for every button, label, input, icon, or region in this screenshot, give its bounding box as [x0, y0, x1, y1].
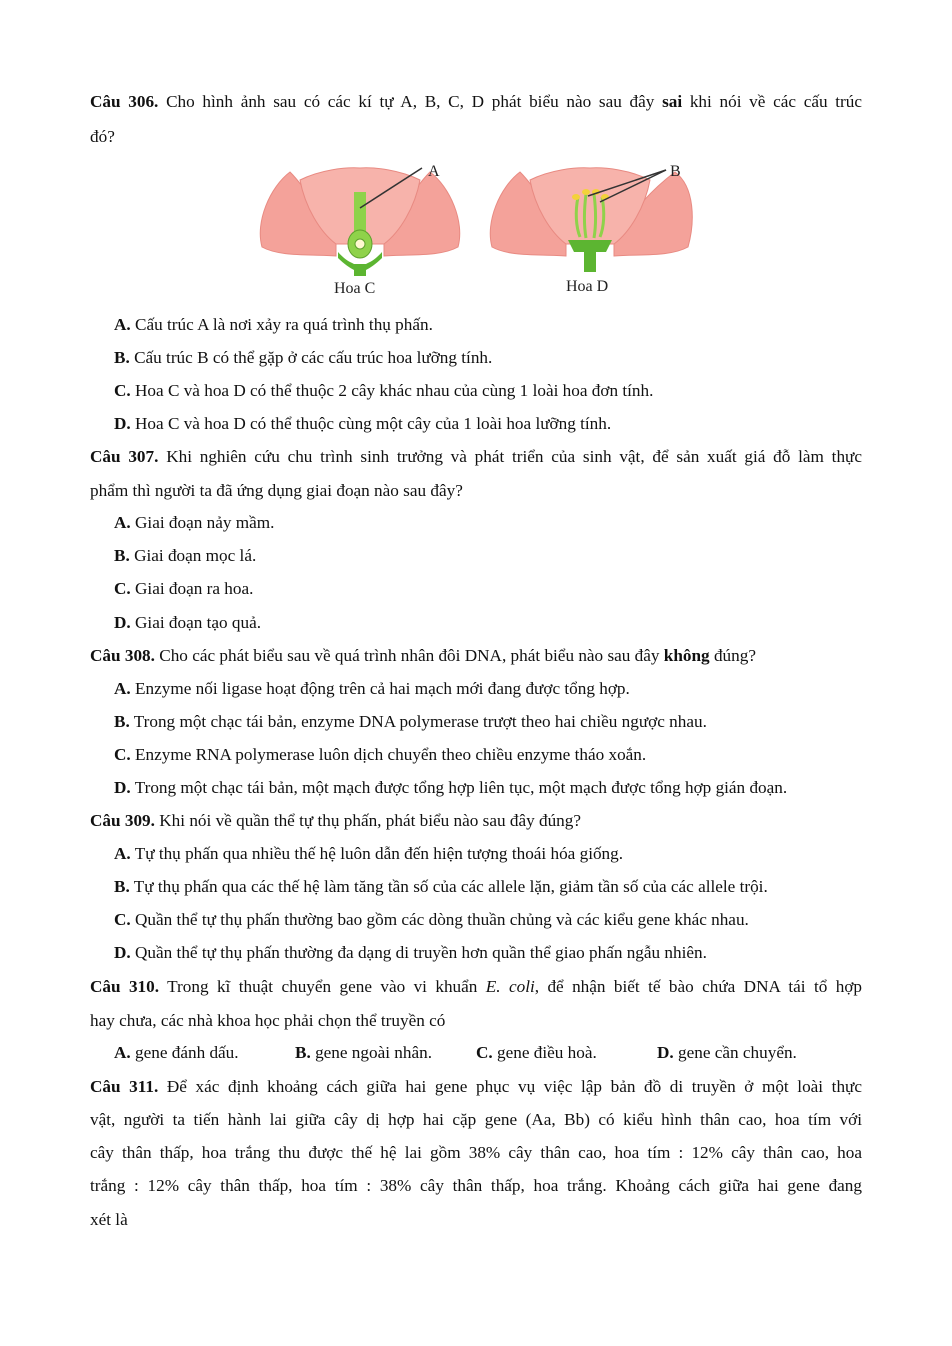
option-key: C.: [476, 1043, 493, 1062]
q306-option-b: [114, 347, 492, 369]
option-key: C.: [114, 381, 131, 400]
option-key: B.: [114, 712, 130, 731]
option-text: Tự thụ phấn qua nhiều thế hệ luôn dẫn đến hiện tượng thoái hóa giống.: [130, 844, 624, 863]
q311-line-1: [90, 1076, 862, 1098]
caption-hoa-c: Hoa C: [334, 280, 376, 297]
option-text: Tự thụ phấn qua các thế hệ làm tăng tần số của các allele lặn, giảm tần số của các allele trội.: [129, 877, 768, 896]
option-text: Enzyme RNA polymerase luôn dịch chuyển theo chiều enzyme tháo xoắn.: [130, 745, 647, 764]
option-text: Quần thể tự thụ phấn thường đa dạng di truyền hơn quần thể giao phấn ngẫu nhiên.: [130, 943, 707, 962]
option-key: C.: [114, 910, 131, 929]
caption-hoa-d: Hoa D: [566, 278, 609, 295]
q311-line-5: xét là: [90, 1210, 128, 1229]
option-key: A.: [114, 315, 131, 334]
q310-line-2: hay chưa, các nhà khoa học phải chọn thể truyền có: [90, 1011, 446, 1030]
q308-option-c: [114, 744, 646, 766]
option-key: D.: [657, 1043, 674, 1062]
q308-text-2: đúng?: [709, 646, 756, 665]
q309-option-c: [114, 909, 749, 931]
q311-text-1: Để xác định khoảng cách giữa hai gene phục vụ việc lập bản đồ di truyền ở một loài thực: [158, 1077, 862, 1096]
option-text: Quần thể tự thụ phấn thường bao gồm các dòng thuần chủng và các kiểu gene khác nhau.: [130, 910, 749, 929]
q309-option-a: [114, 843, 623, 865]
q310-option-a: [114, 1042, 239, 1064]
option-key: A.: [114, 513, 131, 532]
q306-option-d: [114, 413, 611, 435]
option-key: D.: [114, 778, 131, 797]
option-text: gene cần chuyển.: [673, 1043, 797, 1062]
q306-text-2: khi nói về các cấu trúc: [682, 92, 862, 111]
option-key: A.: [114, 679, 131, 698]
q306-option-a: [114, 314, 433, 336]
option-text: Hoa C và hoa D có thể thuộc 2 cây khác nhau của cùng 1 loài hoa đơn tính.: [130, 381, 654, 400]
option-key: B.: [114, 348, 130, 367]
q310-option-b: [295, 1042, 432, 1064]
option-key: B.: [295, 1043, 311, 1062]
option-key: C.: [114, 579, 131, 598]
option-text: gene ngoài nhân.: [310, 1043, 432, 1062]
q308-number: Câu 308.: [90, 646, 155, 665]
q308-text-1: Cho các phát biểu sau về quá trình nhân đôi DNA, phát biểu nào sau đây: [154, 646, 664, 665]
q307-option-a: [114, 512, 274, 534]
option-key: D.: [114, 613, 131, 632]
option-text: Giai đoạn mọc lá.: [129, 546, 257, 565]
q310-option-c: [476, 1042, 597, 1064]
option-key: B.: [114, 877, 130, 896]
q307-line-1: [90, 446, 862, 468]
option-text: Cấu trúc A là nơi xảy ra quá trình thụ phấn.: [130, 315, 433, 334]
option-text: Trong một chạc tái bản, enzyme DNA polymerase trượt theo hai chiều ngược nhau.: [129, 712, 707, 731]
option-key: B.: [114, 546, 130, 565]
q306-line-1: [90, 91, 862, 113]
q307-line-2: phẩm thì người ta đã ứng dụng giai đoạn nào sau đây?: [90, 481, 463, 500]
q308-option-d: [114, 777, 787, 799]
q306-number: Câu 306.: [90, 92, 159, 111]
q311-line-2: vật, người ta tiến hành lai giữa cây dị hợp hai cặp gene (Aa, Bb) có kiểu hình thân cao, hoa tím với: [90, 1110, 862, 1129]
option-text: Giai đoạn tạo quả.: [130, 613, 262, 632]
label-a: A: [428, 163, 440, 180]
option-key: A.: [114, 844, 131, 863]
option-key: D.: [114, 414, 131, 433]
q310-number: Câu 310.: [90, 977, 160, 996]
q306-option-c: [114, 380, 653, 402]
q306-line-2: đó?: [90, 127, 115, 146]
option-text: gene điều hoà.: [492, 1043, 597, 1062]
q308-bold-word: không: [663, 646, 710, 665]
q309-number: Câu 309.: [90, 811, 155, 830]
q307-option-b: [114, 545, 256, 567]
option-text: Cấu trúc B có thể gặp ở các cấu trúc hoa lưỡng tính.: [129, 348, 493, 367]
q310-italic: E. coli: [485, 977, 535, 996]
q311-line-4: trắng : 12% cây thân thấp, hoa tím : 38% cây thân thấp, hoa trắng. Khoảng cách giữa hai gene đang: [90, 1176, 862, 1195]
q306-text-1: Cho hình ảnh sau có các kí tự A, B, C, D phát biểu nào sau đây: [158, 92, 663, 111]
q310-text-2: , để nhận biết tế bào chứa DNA tái tổ hợp: [534, 977, 862, 996]
flower-d-illustration: [490, 163, 692, 295]
q306-bold-word: sai: [662, 92, 683, 111]
flower-figure: [250, 152, 700, 302]
option-text: Trong một chạc tái bản, một mạch được tổng hợp liên tục, một mạch được tổng hợp gián đoạn.: [130, 778, 788, 797]
q310-text-1: Trong kĩ thuật chuyển gene vào vi khuẩn: [159, 977, 486, 996]
flower-c-illustration: [260, 163, 459, 297]
option-text: Giai đoạn ra hoa.: [130, 579, 254, 598]
label-b: B: [670, 163, 681, 180]
option-text: Hoa C và hoa D có thể thuộc cùng một cây của 1 loài hoa lưỡng tính.: [130, 414, 612, 433]
q307-text-1: Khi nghiên cứu chu trình sinh trưởng và phát triển của sinh vật, để sản xuất giá đỗ làm thực: [158, 447, 862, 466]
q307-option-d: [114, 612, 261, 634]
option-text: gene đánh dấu.: [130, 1043, 239, 1062]
option-key: D.: [114, 943, 131, 962]
q311-line-3: cây thân thấp, hoa trắng thu được thế hệ lai gồm 38% cây thân cao, hoa tím : 12% cây thân cao, hoa: [90, 1143, 862, 1162]
q308-line-1: [90, 645, 756, 667]
q308-option-a: [114, 678, 630, 700]
q309-option-d: [114, 942, 707, 964]
option-key: C.: [114, 745, 131, 764]
option-key: A.: [114, 1043, 131, 1062]
q309-line-1: [90, 810, 581, 832]
q307-option-c: [114, 578, 253, 600]
q310-option-d: [657, 1042, 797, 1064]
q308-option-b: [114, 711, 707, 733]
q310-line-1: [90, 976, 862, 998]
q309-text-1: Khi nói về quần thể tự thụ phấn, phát biểu nào sau đây đúng?: [154, 811, 581, 830]
option-text: Enzyme nối ligase hoạt động trên cả hai mạch mới đang được tổng hợp.: [130, 679, 630, 698]
option-text: Giai đoạn nảy mầm.: [130, 513, 275, 532]
q307-number: Câu 307.: [90, 447, 159, 466]
q309-option-b: [114, 876, 768, 898]
q311-number: Câu 311.: [90, 1077, 159, 1096]
